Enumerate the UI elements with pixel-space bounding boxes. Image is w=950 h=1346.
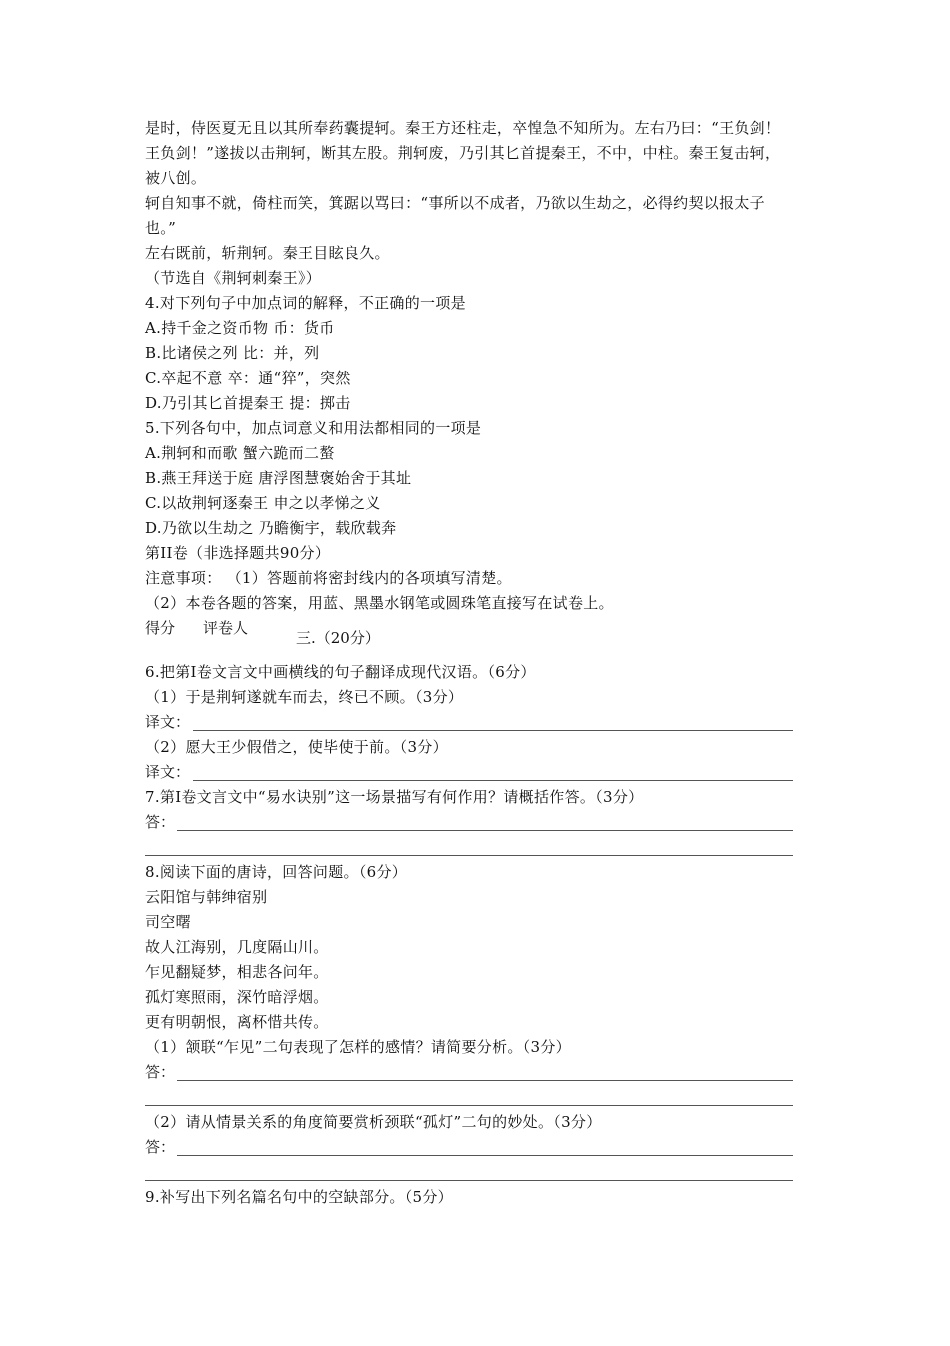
q7-answer-line-1[interactable] bbox=[177, 830, 793, 831]
q5-option-b: B.燕王拜送于庭 唐浮图慧褒始舍于其址 bbox=[145, 469, 412, 487]
q8-sub-2: （2）请从情景关系的角度简要赏析颈联“孤灯”二句的妙处。（3分） bbox=[145, 1113, 602, 1131]
score-label: 得分 bbox=[145, 619, 176, 637]
passage-line: 被八创。 bbox=[145, 169, 207, 187]
q8-answer-line-3[interactable] bbox=[177, 1155, 793, 1156]
q8-answer-label-1: 答： bbox=[145, 1063, 176, 1081]
q6-answer-label-1: 译文： bbox=[145, 713, 191, 731]
poem-line: 故人江海别，几度隔山川。 bbox=[145, 938, 329, 956]
q8-stem: 8.阅读下面的唐诗，回答问题。（6分） bbox=[145, 863, 408, 881]
q4-stem: 4.对下列句子中加点词的解释，不正确的一项是 bbox=[145, 294, 466, 312]
q5-option-a: A.荆轲和而歌 蟹六跪而二螯 bbox=[145, 444, 335, 462]
q4-option-c: C.卒起不意 卒：通“猝”，突然 bbox=[145, 369, 351, 387]
q9-stem: 9.补写出下列名篇名句中的空缺部分。（5分） bbox=[145, 1188, 453, 1206]
passage-line: 也。” bbox=[145, 219, 177, 237]
q8-answer-label-2: 答： bbox=[145, 1138, 176, 1156]
q4-option-a: A.持千金之资币物 币：货币 bbox=[145, 319, 335, 337]
q8-answer-line-4[interactable] bbox=[145, 1180, 793, 1181]
q8-answer-line-1[interactable] bbox=[177, 1080, 793, 1081]
passage-line: 是时，侍医夏无且以其所奉药囊提轲。秦王方还柱走，卒惶急不知所为。左右乃曰：“王负剑！ bbox=[145, 119, 781, 137]
q6-sub-2: （2）愿大王少假借之，使毕使于前。（3分） bbox=[145, 738, 448, 756]
q6-answer-line-2[interactable] bbox=[193, 780, 793, 781]
q6-stem: 6.把第I卷文言文中画横线的句子翻译成现代汉语。（6分） bbox=[145, 663, 536, 681]
q6-answer-line-1[interactable] bbox=[193, 730, 793, 731]
q5-stem: 5.下列各句中，加点词意义和用法都相同的一项是 bbox=[145, 419, 482, 437]
q8-answer-line-2[interactable] bbox=[145, 1105, 793, 1106]
poem-line: 更有明朝恨，离杯惜共传。 bbox=[145, 1013, 329, 1031]
section-title: 三.（20分） bbox=[296, 629, 380, 647]
q5-option-c: C.以故荆轲逐秦王 申之以孝悌之义 bbox=[145, 494, 381, 512]
passage-line: 王负剑！”遂拔以击荆轲，断其左股。荆轲废，乃引其匕首提秦王，不中，中柱。秦王复击轲， bbox=[145, 144, 781, 162]
poem-line: 乍见翻疑梦，相悲各问年。 bbox=[145, 963, 329, 981]
passage-line: 左右既前，斩荆轲。秦王目眩良久。 bbox=[145, 244, 390, 262]
passage-line: 轲自知事不就，倚柱而笑，箕踞以骂曰：“事所以不成者，乃欲以生劫之，必得约契以报太子 bbox=[145, 194, 765, 212]
q4-option-d: D.乃引其匕首提秦王 提：掷击 bbox=[145, 394, 351, 412]
poem-author: 司空曙 bbox=[145, 913, 191, 931]
poem-line: 孤灯寒照雨，深竹暗浮烟。 bbox=[145, 988, 329, 1006]
grader-label: 评卷人 bbox=[203, 619, 249, 637]
part2-note-1: 注意事项： （1）答题前将密封线内的各项填写清楚。 bbox=[145, 569, 512, 587]
q7-stem: 7.第I卷文言文中“易水诀别”这一场景描写有何作用？请概括作答。（3分） bbox=[145, 788, 644, 806]
q5-option-d: D.乃欲以生劫之 乃瞻衡宇，载欣载奔 bbox=[145, 519, 397, 537]
q7-answer-label: 答： bbox=[145, 813, 176, 831]
q6-answer-label-2: 译文： bbox=[145, 763, 191, 781]
part2-title: 第II卷（非选择题共90分） bbox=[145, 544, 331, 562]
q8-sub-1: （1）颔联“乍见”二句表现了怎样的感情？请简要分析。（3分） bbox=[145, 1038, 571, 1056]
passage-source: （节选自《荆轲刺秦王》） bbox=[145, 269, 322, 287]
q6-sub-1: （1）于是荆轲遂就车而去，终已不顾。（3分） bbox=[145, 688, 464, 706]
q7-answer-line-2[interactable] bbox=[145, 855, 793, 856]
part2-note-2: （2）本卷各题的答案，用蓝、黑墨水钢笔或圆珠笔直接写在试卷上。 bbox=[145, 594, 614, 612]
poem-title: 云阳馆与韩绅宿别 bbox=[145, 888, 268, 906]
q4-option-b: B.比诸侯之列 比：并，列 bbox=[145, 344, 320, 362]
